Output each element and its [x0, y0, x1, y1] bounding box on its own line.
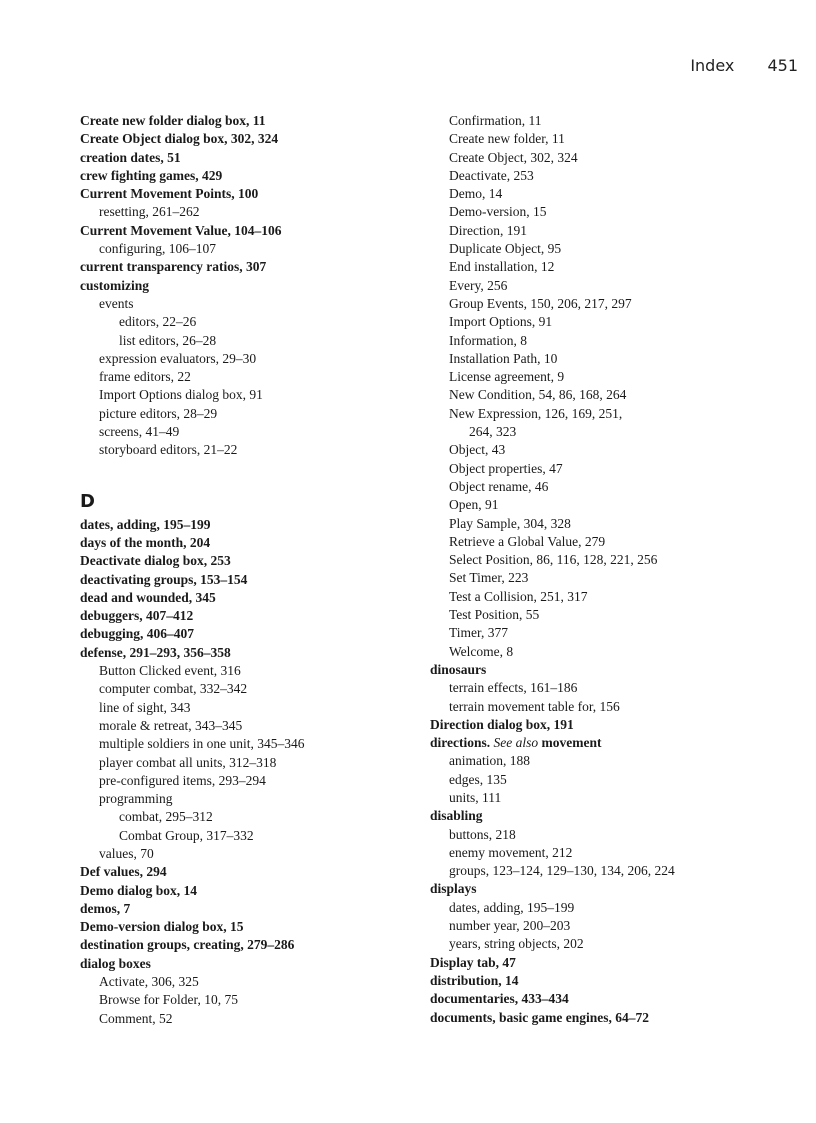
index-entry: Current Movement Value, 104–106: [80, 222, 282, 238]
index-subentry: New Expression, 126, 169, 251,: [449, 405, 623, 421]
index-subentry: events: [99, 295, 134, 311]
index-subentry: Set Timer, 223: [449, 570, 529, 586]
index-entry: dialog boxes: [80, 955, 151, 971]
index-entry: debugging, 406–407: [80, 626, 195, 642]
index-subentry: Object rename, 46: [449, 478, 549, 494]
index-entry: Direction dialog box, 191: [430, 716, 574, 732]
index-subentry: Demo-version, 15: [449, 204, 547, 220]
index-subentry: combat, 295–312: [119, 809, 213, 825]
index-subentry: Installation Path, 10: [449, 350, 558, 366]
index-subentry: Activate, 306, 325: [99, 974, 199, 990]
index-subentry: enemy movement, 212: [449, 844, 573, 860]
index-entry: Create new folder dialog box, 11: [80, 113, 266, 128]
index-entry: dead and wounded, 345: [80, 589, 216, 605]
index-subentry: player combat all units, 312–318: [99, 754, 277, 770]
index-subentry: values, 70: [99, 845, 154, 861]
index-subentry: computer combat, 332–342: [99, 681, 248, 697]
index-subentry: Duplicate Object, 95: [449, 241, 562, 257]
section-letter: D: [80, 490, 95, 512]
index-subentry: Demo, 14: [449, 186, 503, 202]
index-entry: Current Movement Points, 100: [80, 186, 259, 202]
index-subentry: Retrieve a Global Value, 279: [449, 533, 606, 549]
index-entry: [430, 734, 802, 752]
index-subentry: Test Position, 55: [449, 607, 540, 623]
index-entry: creation dates, 51: [80, 149, 181, 165]
index-subentry: Select Position, 86, 116, 128, 221, 256: [449, 552, 658, 568]
index-subentry: Create new folder, 11: [449, 131, 565, 147]
page-number: 451: [767, 56, 798, 75]
index-subentry: groups, 123–124, 129–130, 134, 206, 224: [449, 863, 675, 879]
index-entry: current transparency ratios, 307: [80, 259, 267, 275]
index-entry: Demo-version dialog box, 15: [80, 919, 244, 935]
see-also-label: See also: [493, 735, 539, 751]
index-subentry: line of sight, 343: [99, 699, 191, 715]
index-column-left: [80, 112, 410, 1028]
index-subentry: edges, 135: [449, 771, 507, 787]
index-subentry: Comment, 52: [99, 1010, 173, 1026]
index-entry: debuggers, 407–412: [80, 608, 194, 624]
index-subentry: resetting, 261–262: [99, 204, 200, 220]
index-entry: dates, adding, 195–199: [80, 516, 211, 532]
index-subentry: Test a Collision, 251, 317: [449, 588, 588, 604]
index-entry: defense, 291–293, 356–358: [80, 644, 231, 660]
index-subentry: frame editors, 22: [99, 369, 191, 385]
index-entry: distribution, 14: [430, 972, 519, 988]
index-subentry: Create Object, 302, 324: [449, 149, 578, 165]
index-subentry: Object, 43: [449, 442, 506, 458]
index-subentry: picture editors, 28–29: [99, 405, 218, 421]
index-subentry: screens, 41–49: [99, 424, 180, 440]
index-subentry: Deactivate, 253: [449, 167, 534, 183]
index-subentry: programming: [99, 791, 173, 807]
index-entry: disabling: [430, 808, 483, 824]
index-entry: Display tab, 47: [430, 954, 516, 970]
index-entry: dinosaurs: [430, 661, 487, 677]
index-entry: documentaries, 433–434: [430, 991, 569, 1007]
index-subentry: Browse for Folder, 10, 75: [99, 992, 238, 1008]
index-subentry: list editors, 26–28: [119, 332, 217, 348]
index-entry: destination groups, creating, 279–286: [80, 937, 295, 953]
index-subentry: Confirmation, 11: [449, 113, 542, 128]
index-subentry: Direction, 191: [449, 222, 527, 238]
index-subentry: years, string objects, 202: [449, 936, 584, 952]
index-subentry: configuring, 106–107: [99, 241, 216, 257]
index-subentry: terrain movement table for, 156: [449, 698, 620, 714]
index-subentry: Timer, 377: [449, 625, 508, 641]
index-subentry: Information, 8: [449, 332, 527, 348]
index-subentry: Object properties, 47: [449, 460, 563, 476]
index-column-right: [430, 112, 802, 1027]
entry-term: directions.: [430, 735, 491, 751]
index-subentry: animation, 188: [449, 753, 530, 769]
index-entry: Deactivate dialog box, 253: [80, 553, 231, 569]
index-subentry: terrain effects, 161–186: [449, 680, 578, 696]
index-subentry: End installation, 12: [449, 259, 555, 275]
see-also-target: movement: [541, 735, 602, 751]
index-subentry: editors, 22–26: [119, 314, 197, 330]
index-subentry: multiple soldiers in one unit, 345–346: [99, 736, 305, 752]
index-subentry: Import Options dialog box, 91: [99, 387, 263, 403]
index-entry: demos, 7: [80, 900, 131, 916]
section-title: Index: [690, 56, 735, 75]
index-entry: Create Object dialog box, 302, 324: [80, 131, 279, 147]
index-entry: deactivating groups, 153–154: [80, 571, 248, 587]
index-entry: crew fighting games, 429: [80, 167, 223, 183]
index-entry: displays: [430, 881, 477, 897]
index-subentry: Combat Group, 317–332: [119, 827, 254, 843]
running-header: [690, 56, 798, 75]
index-subentry: New Condition, 54, 86, 168, 264: [449, 387, 627, 403]
index-subentry: Play Sample, 304, 328: [449, 515, 571, 531]
index-subentry: Open, 91: [449, 497, 499, 513]
index-subentry: number year, 200–203: [449, 918, 571, 934]
index-subentry: Every, 256: [449, 277, 508, 293]
index-entry: Def values, 294: [80, 864, 167, 880]
index-subentry: storyboard editors, 21–22: [99, 442, 238, 458]
index-subentry: Import Options, 91: [449, 314, 553, 330]
index-entry: documents, basic game engines, 64–72: [430, 1009, 649, 1025]
index-subentry: pre-configured items, 293–294: [99, 772, 266, 788]
index-subentry: dates, adding, 195–199: [449, 899, 575, 915]
index-subentry: 264, 323: [469, 424, 517, 440]
index-subentry: Group Events, 150, 206, 217, 297: [449, 295, 632, 311]
index-subentry: morale & retreat, 343–345: [99, 717, 243, 733]
index-subentry: expression evaluators, 29–30: [99, 350, 257, 366]
index-subentry: Button Clicked event, 316: [99, 663, 241, 679]
index-entry: Demo dialog box, 14: [80, 882, 198, 898]
index-entry: days of the month, 204: [80, 534, 211, 550]
index-subentry: buttons, 218: [449, 826, 516, 842]
index-entry: customizing: [80, 277, 149, 293]
index-subentry: units, 111: [449, 789, 502, 805]
index-subentry: License agreement, 9: [449, 369, 565, 385]
index-subentry: Welcome, 8: [449, 643, 514, 659]
